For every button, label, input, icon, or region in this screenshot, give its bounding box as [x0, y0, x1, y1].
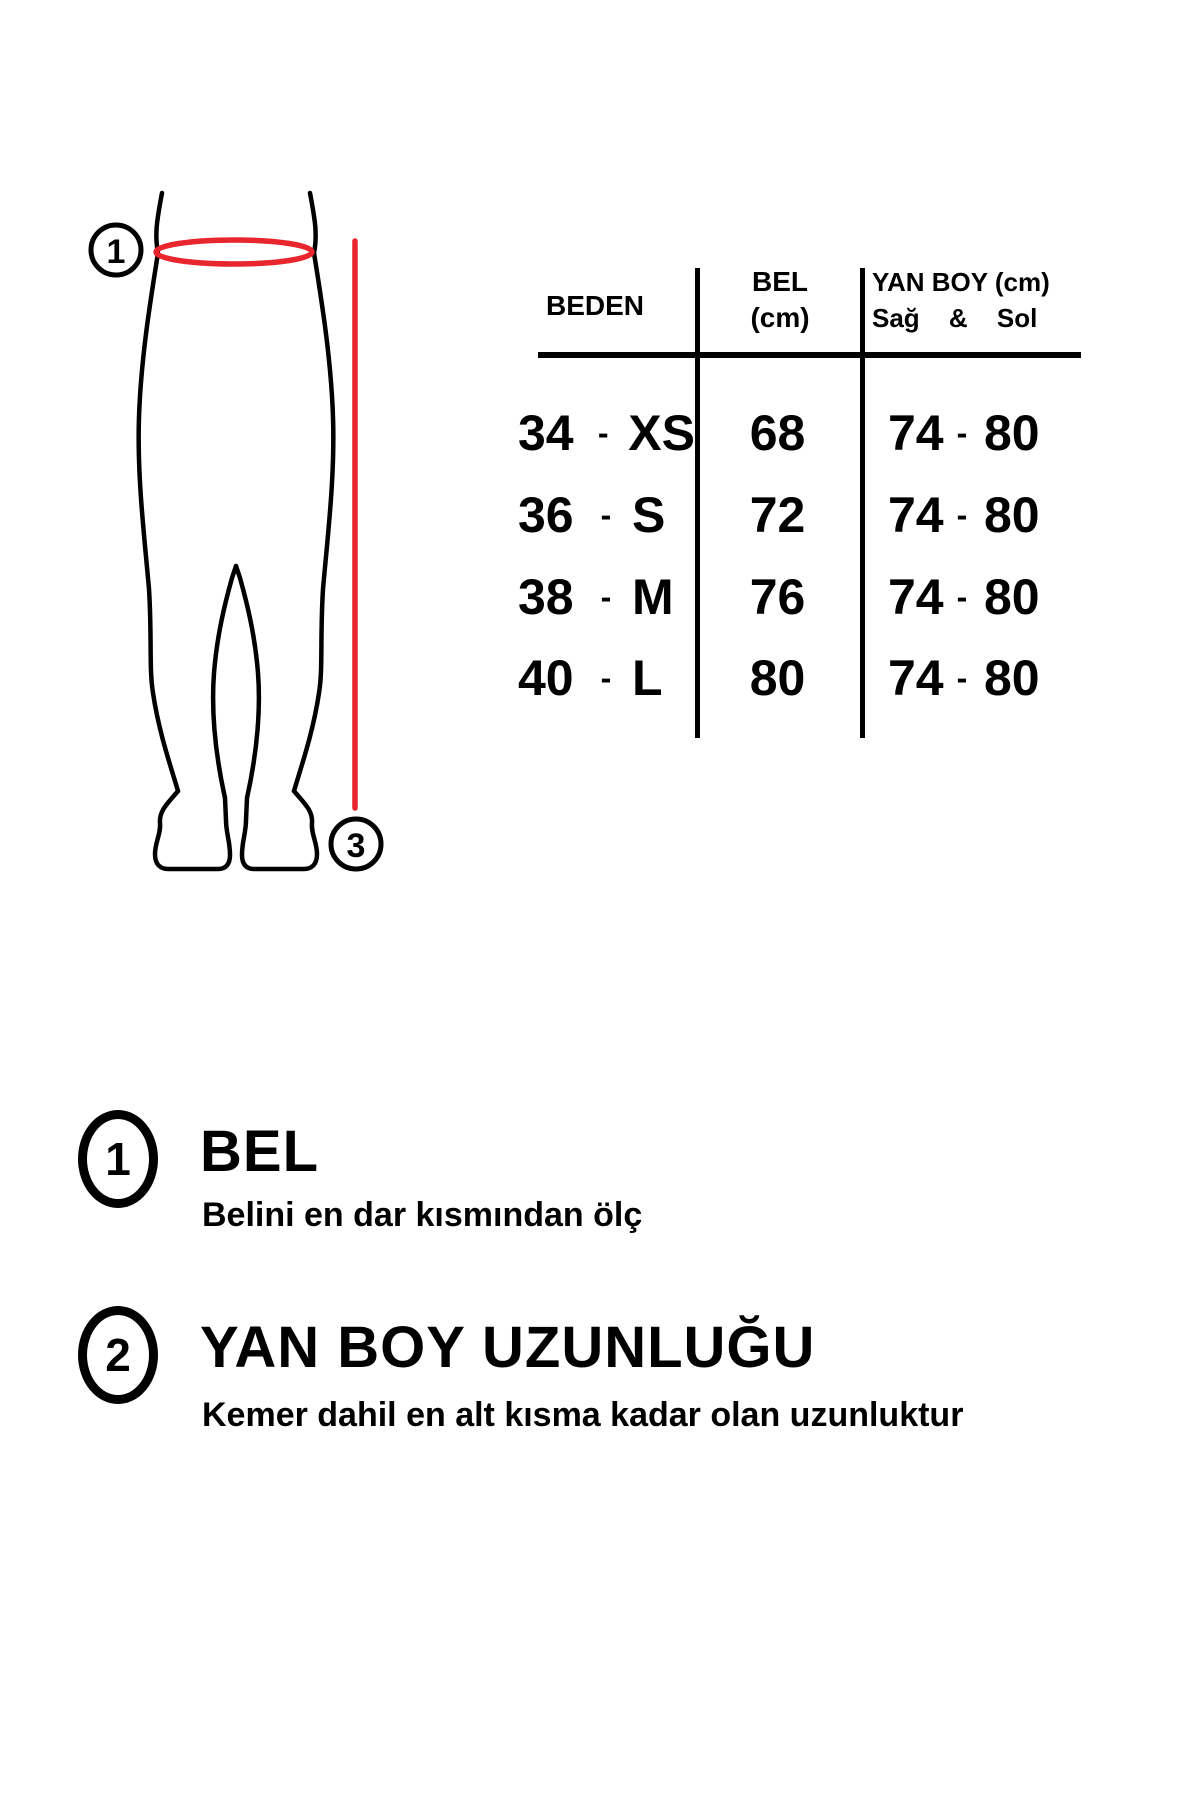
size-dash: -: [597, 414, 609, 451]
table-row: [460, 475, 1090, 555]
legend-title-yan-boy: YAN BOY UZUNLUĞU: [200, 1315, 816, 1380]
side-dash: -: [956, 659, 968, 696]
side-from: 74: [888, 650, 944, 706]
legend-number: 2: [105, 1329, 131, 1381]
left-foot-and-inner-leg-outline: [155, 566, 236, 869]
side-to: 80: [984, 487, 1040, 543]
table-row: [460, 638, 1090, 718]
left-leg-outer-outline: [139, 193, 178, 791]
waist-cell: 76: [749, 569, 806, 625]
right-foot-and-inner-leg-outline: [236, 566, 317, 869]
waist-cell: 72: [749, 487, 806, 543]
size-cell: [460, 568, 695, 626]
side-dash: -: [956, 414, 968, 451]
right-leg-outer-outline: [294, 193, 333, 791]
waist-measure-ellipse: [156, 240, 312, 264]
waist-header-line2: (cm): [750, 302, 810, 333]
side-length-cell: [860, 486, 1090, 544]
side-length-cell: [860, 568, 1090, 626]
waist-header-line1: BEL: [752, 266, 808, 297]
size-column-header: BEDEN: [545, 290, 644, 321]
size-cell: [460, 486, 695, 544]
side-header-line1: YAN BOY (cm): [872, 267, 1050, 297]
legend-number: 1: [105, 1133, 131, 1185]
side-dash: -: [956, 496, 968, 533]
size-dash: -: [600, 659, 612, 696]
legend-description-yan-boy: Kemer dahil en alt kısma kadar olan uzunluktur: [202, 1396, 964, 1434]
size-number: 34: [518, 405, 574, 461]
size-dash: -: [600, 578, 612, 615]
legend-title-bel: BEL: [200, 1119, 319, 1184]
legend-marker-2: [78, 1306, 158, 1404]
size-number: 38: [518, 569, 574, 625]
side-marker-number: 3: [346, 827, 366, 865]
legend-description-bel: Belini en dar kısmından ölç: [202, 1196, 643, 1234]
waist-marker-number: 1: [106, 233, 126, 271]
size-code: M: [632, 569, 674, 625]
side-from: 74: [888, 487, 944, 543]
side-dash: -: [956, 578, 968, 615]
size-code: L: [632, 650, 663, 706]
side-from: 74: [888, 569, 944, 625]
side-to: 80: [984, 405, 1040, 461]
side-length-cell: [860, 404, 1090, 462]
size-code: S: [632, 487, 666, 543]
side-header-line2: Sağ & Sol: [872, 303, 1038, 333]
legend-marker-1: [78, 1110, 158, 1208]
side-length-cell: [860, 649, 1090, 707]
size-cell: [460, 649, 695, 707]
table-row: [460, 557, 1090, 637]
pants-measurement-figure: [55, 165, 385, 885]
size-cell: [460, 404, 695, 462]
side-to: 80: [984, 569, 1040, 625]
table-row: [460, 393, 1090, 473]
waist-column-header: [700, 264, 860, 336]
header-underline: [538, 352, 1081, 358]
waist-cell: 80: [749, 650, 806, 706]
side-length-column-header: [872, 264, 1087, 336]
waist-cell: 68: [749, 405, 806, 461]
size-number: 36: [518, 487, 574, 543]
size-number: 40: [518, 650, 574, 706]
side-from: 74: [888, 405, 944, 461]
size-dash: -: [600, 496, 612, 533]
size-code: XS: [628, 405, 695, 461]
side-to: 80: [984, 650, 1040, 706]
